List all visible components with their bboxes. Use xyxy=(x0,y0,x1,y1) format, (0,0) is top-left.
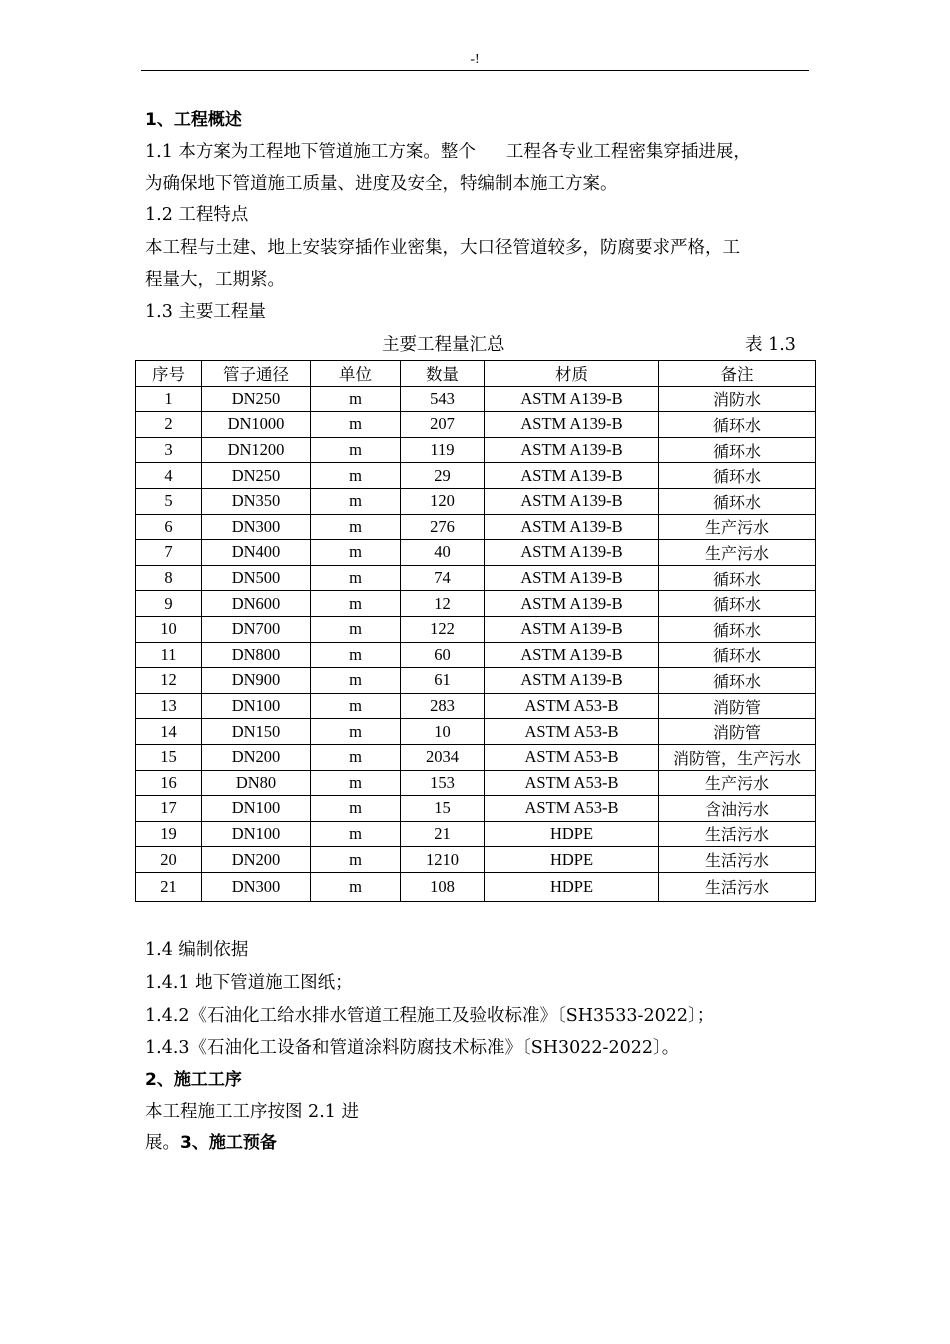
table-header-row xyxy=(136,361,816,387)
section-heading-2: 2、施工工序 xyxy=(145,1070,242,1090)
cell-material: ASTM A53-B xyxy=(485,719,659,745)
cell-quantity: 21 xyxy=(401,821,485,847)
table-row xyxy=(136,565,816,591)
cell-material: ASTM A139-B xyxy=(485,616,659,642)
col-header-unit: 单位 xyxy=(311,361,401,387)
cell-quantity: 10 xyxy=(401,719,485,745)
cell-unit: m xyxy=(311,642,401,668)
cell-unit: m xyxy=(311,514,401,540)
cell-diameter: DN150 xyxy=(202,719,311,745)
cell-remark: 消防管，生产污水 xyxy=(659,744,816,770)
cell-index: 13 xyxy=(136,693,202,719)
cell-quantity: 61 xyxy=(401,668,485,694)
cell-quantity: 60 xyxy=(401,642,485,668)
col-header-diameter: 管子通径 xyxy=(202,361,311,387)
cell-diameter: DN800 xyxy=(202,642,311,668)
cell-index: 8 xyxy=(136,565,202,591)
cell-diameter: DN100 xyxy=(202,693,311,719)
subheading-1-3: 1.3 主要工程量 xyxy=(145,302,266,322)
cell-diameter: DN200 xyxy=(202,744,311,770)
table-row xyxy=(136,796,816,822)
cell-unit: m xyxy=(311,488,401,514)
cell-quantity: 119 xyxy=(401,437,485,463)
table-number: 表 1.3 xyxy=(745,335,796,355)
cell-index: 2 xyxy=(136,412,202,438)
col-header-remark: 备注 xyxy=(659,361,816,387)
paragraph-1-1-continued: 为确保地下管道施工质量、进度及安全，特编制本施工方案。 xyxy=(145,174,618,194)
cell-diameter: DN700 xyxy=(202,616,311,642)
cell-index: 1 xyxy=(136,386,202,412)
cell-quantity: 207 xyxy=(401,412,485,438)
cell-quantity: 283 xyxy=(401,693,485,719)
cell-remark: 消防水 xyxy=(659,386,816,412)
paragraph-2: 本工程施工工序按图 2.1 进 xyxy=(145,1102,359,1122)
cell-index: 3 xyxy=(136,437,202,463)
cell-remark: 消防管 xyxy=(659,719,816,745)
cell-material: HDPE xyxy=(485,821,659,847)
cell-remark: 循环水 xyxy=(659,565,816,591)
cell-remark: 生产污水 xyxy=(659,770,816,796)
cell-remark: 生产污水 xyxy=(659,514,816,540)
cell-unit: m xyxy=(311,591,401,617)
cell-remark: 生产污水 xyxy=(659,540,816,566)
section-heading-1: 1、工程概述 xyxy=(145,110,242,130)
paragraph-1-2: 本工程与土建、地上安装穿插作业密集，大口径管道较多，防腐要求严格，工 xyxy=(145,238,740,258)
cell-remark: 循环水 xyxy=(659,591,816,617)
cell-material: ASTM A139-B xyxy=(485,437,659,463)
cell-unit: m xyxy=(311,693,401,719)
table-body xyxy=(136,386,816,901)
cell-diameter: DN300 xyxy=(202,872,311,901)
cell-quantity: 122 xyxy=(401,616,485,642)
col-header-quantity: 数量 xyxy=(401,361,485,387)
cell-index: 9 xyxy=(136,591,202,617)
cell-remark: 循环水 xyxy=(659,642,816,668)
cell-unit: m xyxy=(311,847,401,873)
cell-diameter: DN100 xyxy=(202,821,311,847)
cell-diameter: DN300 xyxy=(202,514,311,540)
cell-material: ASTM A139-B xyxy=(485,412,659,438)
table-row xyxy=(136,744,816,770)
table-row xyxy=(136,719,816,745)
cell-material: ASTM A53-B xyxy=(485,770,659,796)
cell-quantity: 1210 xyxy=(401,847,485,873)
cell-remark: 循环水 xyxy=(659,668,816,694)
table-row xyxy=(136,514,816,540)
cell-quantity: 2034 xyxy=(401,744,485,770)
cell-diameter: DN1200 xyxy=(202,437,311,463)
cell-remark: 消防管 xyxy=(659,693,816,719)
cell-diameter: DN100 xyxy=(202,796,311,822)
table-row xyxy=(136,693,816,719)
col-header-index: 序号 xyxy=(136,361,202,387)
cell-unit: m xyxy=(311,565,401,591)
paragraph-1-4-2: 1.4.2《石油化工给水排水管道工程施工及验收标准》〔SH3533-2022〕； xyxy=(145,1006,715,1026)
paragraph-1-1-part-a: 1.1 本方案为工程地下管道施工方案。整个 xyxy=(145,142,476,162)
cell-material: ASTM A53-B xyxy=(485,744,659,770)
table-row xyxy=(136,412,816,438)
cell-unit: m xyxy=(311,463,401,489)
header-rule xyxy=(141,70,809,71)
cell-material: ASTM A139-B xyxy=(485,642,659,668)
table-row xyxy=(136,821,816,847)
cell-index: 16 xyxy=(136,770,202,796)
cell-remark: 循环水 xyxy=(659,463,816,489)
cell-quantity: 29 xyxy=(401,463,485,489)
cell-diameter: DN200 xyxy=(202,847,311,873)
cell-material: ASTM A139-B xyxy=(485,488,659,514)
cell-quantity: 12 xyxy=(401,591,485,617)
table-row xyxy=(136,642,816,668)
cell-remark: 生活污水 xyxy=(659,847,816,873)
quantity-table xyxy=(135,360,816,902)
cell-material: ASTM A53-B xyxy=(485,796,659,822)
table-row xyxy=(136,437,816,463)
paragraph-1-4-3: 1.4.3《石油化工设备和管道涂料防腐技术标准》〔SH3022-2022〕。 xyxy=(145,1038,680,1058)
cell-unit: m xyxy=(311,540,401,566)
cell-diameter: DN250 xyxy=(202,463,311,489)
cell-index: 7 xyxy=(136,540,202,566)
table-row xyxy=(136,872,816,901)
cell-diameter: DN600 xyxy=(202,591,311,617)
cell-quantity: 543 xyxy=(401,386,485,412)
cell-unit: m xyxy=(311,719,401,745)
paragraph-1-1 xyxy=(145,140,751,164)
cell-material: ASTM A139-B xyxy=(485,463,659,489)
cell-diameter: DN400 xyxy=(202,540,311,566)
cell-quantity: 108 xyxy=(401,872,485,901)
table-row xyxy=(136,847,816,873)
cell-index: 6 xyxy=(136,514,202,540)
cell-remark: 循环水 xyxy=(659,412,816,438)
cell-material: ASTM A139-B xyxy=(485,514,659,540)
cell-diameter: DN500 xyxy=(202,565,311,591)
cell-material: ASTM A139-B xyxy=(485,386,659,412)
table-row xyxy=(136,668,816,694)
cell-material: ASTM A139-B xyxy=(485,540,659,566)
cell-material: ASTM A139-B xyxy=(485,565,659,591)
page-header-mark: -! xyxy=(470,52,480,67)
paragraph-2-tail: 展。 xyxy=(145,1133,180,1153)
cell-quantity: 40 xyxy=(401,540,485,566)
cell-unit: m xyxy=(311,821,401,847)
cell-index: 5 xyxy=(136,488,202,514)
cell-remark: 含油污水 xyxy=(659,796,816,822)
table-row xyxy=(136,488,816,514)
table-row xyxy=(136,386,816,412)
paragraph-2-continued xyxy=(145,1131,277,1155)
cell-quantity: 153 xyxy=(401,770,485,796)
paragraph-1-1-part-b: 工程各专业工程密集穿插进展， xyxy=(505,142,751,162)
table-row xyxy=(136,463,816,489)
cell-index: 10 xyxy=(136,616,202,642)
subheading-1-2: 1.2 工程特点 xyxy=(145,205,249,225)
cell-remark: 循环水 xyxy=(659,437,816,463)
cell-unit: m xyxy=(311,437,401,463)
cell-material: ASTM A139-B xyxy=(485,668,659,694)
cell-unit: m xyxy=(311,616,401,642)
cell-index: 14 xyxy=(136,719,202,745)
cell-unit: m xyxy=(311,872,401,901)
cell-diameter: DN80 xyxy=(202,770,311,796)
cell-diameter: DN350 xyxy=(202,488,311,514)
cell-quantity: 276 xyxy=(401,514,485,540)
cell-index: 19 xyxy=(136,821,202,847)
cell-diameter: DN250 xyxy=(202,386,311,412)
cell-quantity: 74 xyxy=(401,565,485,591)
cell-remark: 循环水 xyxy=(659,616,816,642)
cell-material: HDPE xyxy=(485,847,659,873)
cell-unit: m xyxy=(311,412,401,438)
col-header-material: 材质 xyxy=(485,361,659,387)
table-row xyxy=(136,616,816,642)
cell-remark: 生活污水 xyxy=(659,872,816,901)
cell-index: 15 xyxy=(136,744,202,770)
subheading-1-4: 1.4 编制依据 xyxy=(145,940,249,960)
cell-index: 20 xyxy=(136,847,202,873)
cell-material: HDPE xyxy=(485,872,659,901)
cell-index: 11 xyxy=(136,642,202,668)
cell-remark: 循环水 xyxy=(659,488,816,514)
cell-quantity: 120 xyxy=(401,488,485,514)
cell-index: 4 xyxy=(136,463,202,489)
cell-unit: m xyxy=(311,770,401,796)
cell-material: ASTM A53-B xyxy=(485,693,659,719)
table-row xyxy=(136,540,816,566)
cell-unit: m xyxy=(311,796,401,822)
paragraph-1-2-continued: 程量大，工期紧。 xyxy=(145,270,285,290)
cell-unit: m xyxy=(311,668,401,694)
paragraph-1-4-1: 1.4.1 地下管道施工图纸； xyxy=(145,973,353,993)
cell-index: 17 xyxy=(136,796,202,822)
cell-diameter: DN1000 xyxy=(202,412,311,438)
cell-index: 21 xyxy=(136,872,202,901)
cell-material: ASTM A139-B xyxy=(485,591,659,617)
cell-remark: 生活污水 xyxy=(659,821,816,847)
cell-diameter: DN900 xyxy=(202,668,311,694)
cell-unit: m xyxy=(311,744,401,770)
table-row xyxy=(136,770,816,796)
table-caption: 主要工程量汇总 xyxy=(382,335,505,355)
cell-unit: m xyxy=(311,386,401,412)
cell-index: 12 xyxy=(136,668,202,694)
section-heading-3: 3、施工预备 xyxy=(180,1133,277,1153)
table-row xyxy=(136,591,816,617)
cell-quantity: 15 xyxy=(401,796,485,822)
